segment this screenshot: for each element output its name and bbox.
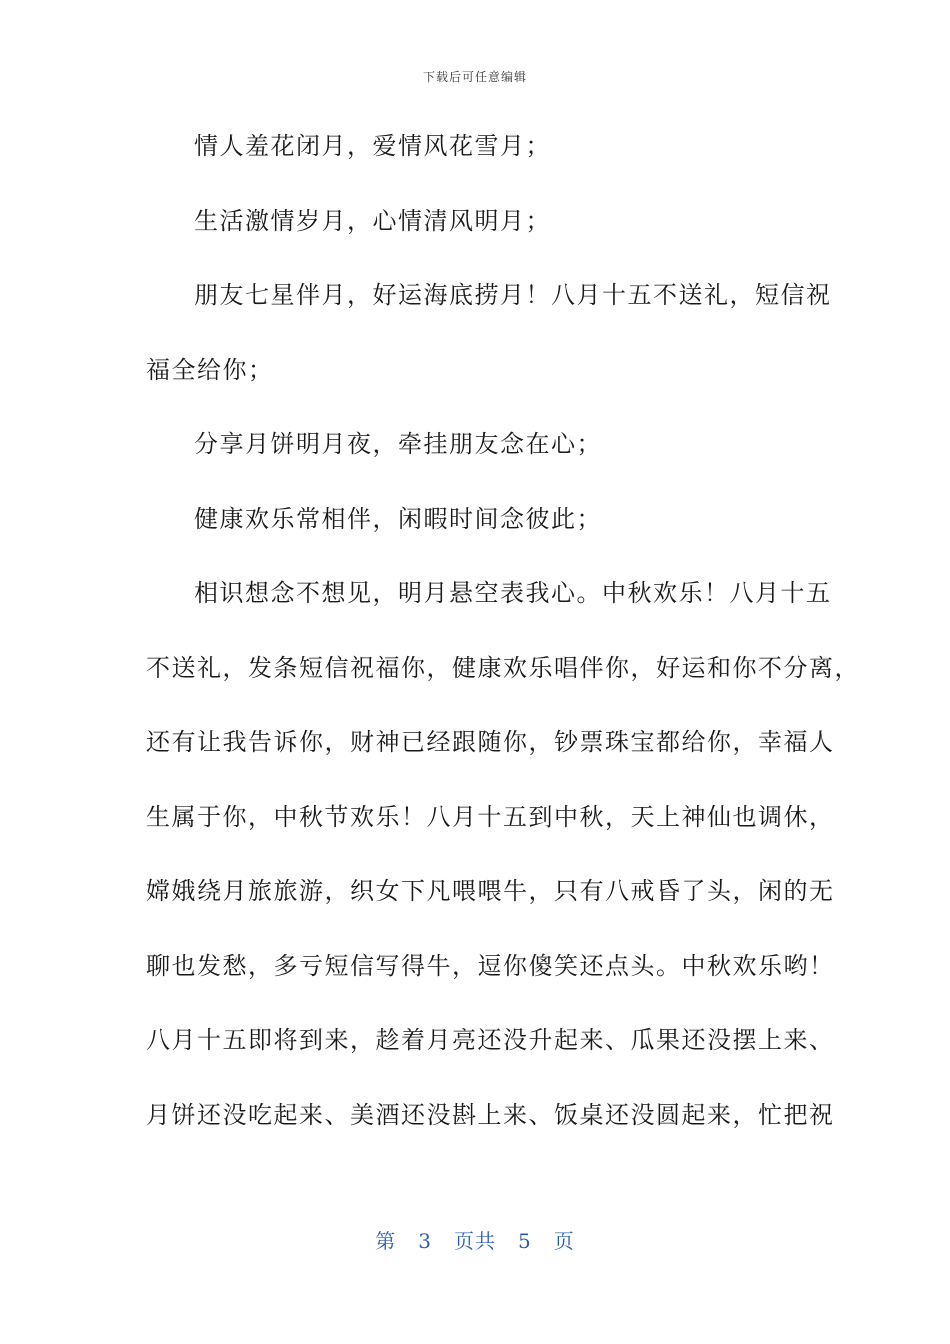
- text-line: 嫦娥绕月旅旅游，织女下凡喂喂牛，只有八戒昏了头，闲的无: [146, 877, 835, 905]
- text-line: 不送礼，发条短信祝福你，健康欢乐唱伴你，好运和你不分离，: [146, 653, 860, 682]
- text-line: 朋友七星伴月，好运海底捞月！八月十五不送礼，短信祝: [194, 281, 832, 309]
- page-suffix: 页: [553, 1229, 575, 1253]
- text-line: 相识想念不想见，明月悬空表我心。中秋欢乐！八月十五: [194, 579, 832, 607]
- text-line: 分享月饼明月夜，牵挂朋友念在心；: [194, 430, 602, 458]
- page-mid: 页共: [454, 1229, 496, 1253]
- text-line: 八月十五即将到来，趁着月亮还没升起来、瓜果还没摆上来、: [146, 1026, 835, 1054]
- total-pages-number: 5: [518, 1229, 532, 1253]
- document-body: [146, 124, 860, 1167]
- text-line: 健康欢乐常相伴，闲暇时间念彼此；: [194, 504, 602, 533]
- page-prefix: 第: [375, 1229, 397, 1253]
- text-line: 聊也发愁，多亏短信写得牛，逗你傻笑还点头。中秋欢乐哟！: [146, 951, 835, 980]
- text-line: 还有让我告诉你，财神已经跟随你，钞票珠宝都给你，幸福人: [146, 728, 835, 756]
- text-line: 福全给你；: [146, 355, 274, 384]
- page-footer: [0, 1225, 950, 1254]
- text-line: 月饼还没吃起来、美酒还没斟上来、饭桌还没圆起来，忙把祝: [146, 1100, 835, 1129]
- text-line: 情人羞花闭月，爱情风花雪月；: [194, 132, 551, 160]
- text-line: 生属于你，中秋节欢乐！八月十五到中秋，天上神仙也调休，: [146, 802, 835, 831]
- page-header: 下载后可任意编辑: [422, 70, 527, 84]
- current-page-number: 3: [418, 1229, 432, 1253]
- text-line: 生活激情岁月，心情清风明月；: [194, 206, 551, 235]
